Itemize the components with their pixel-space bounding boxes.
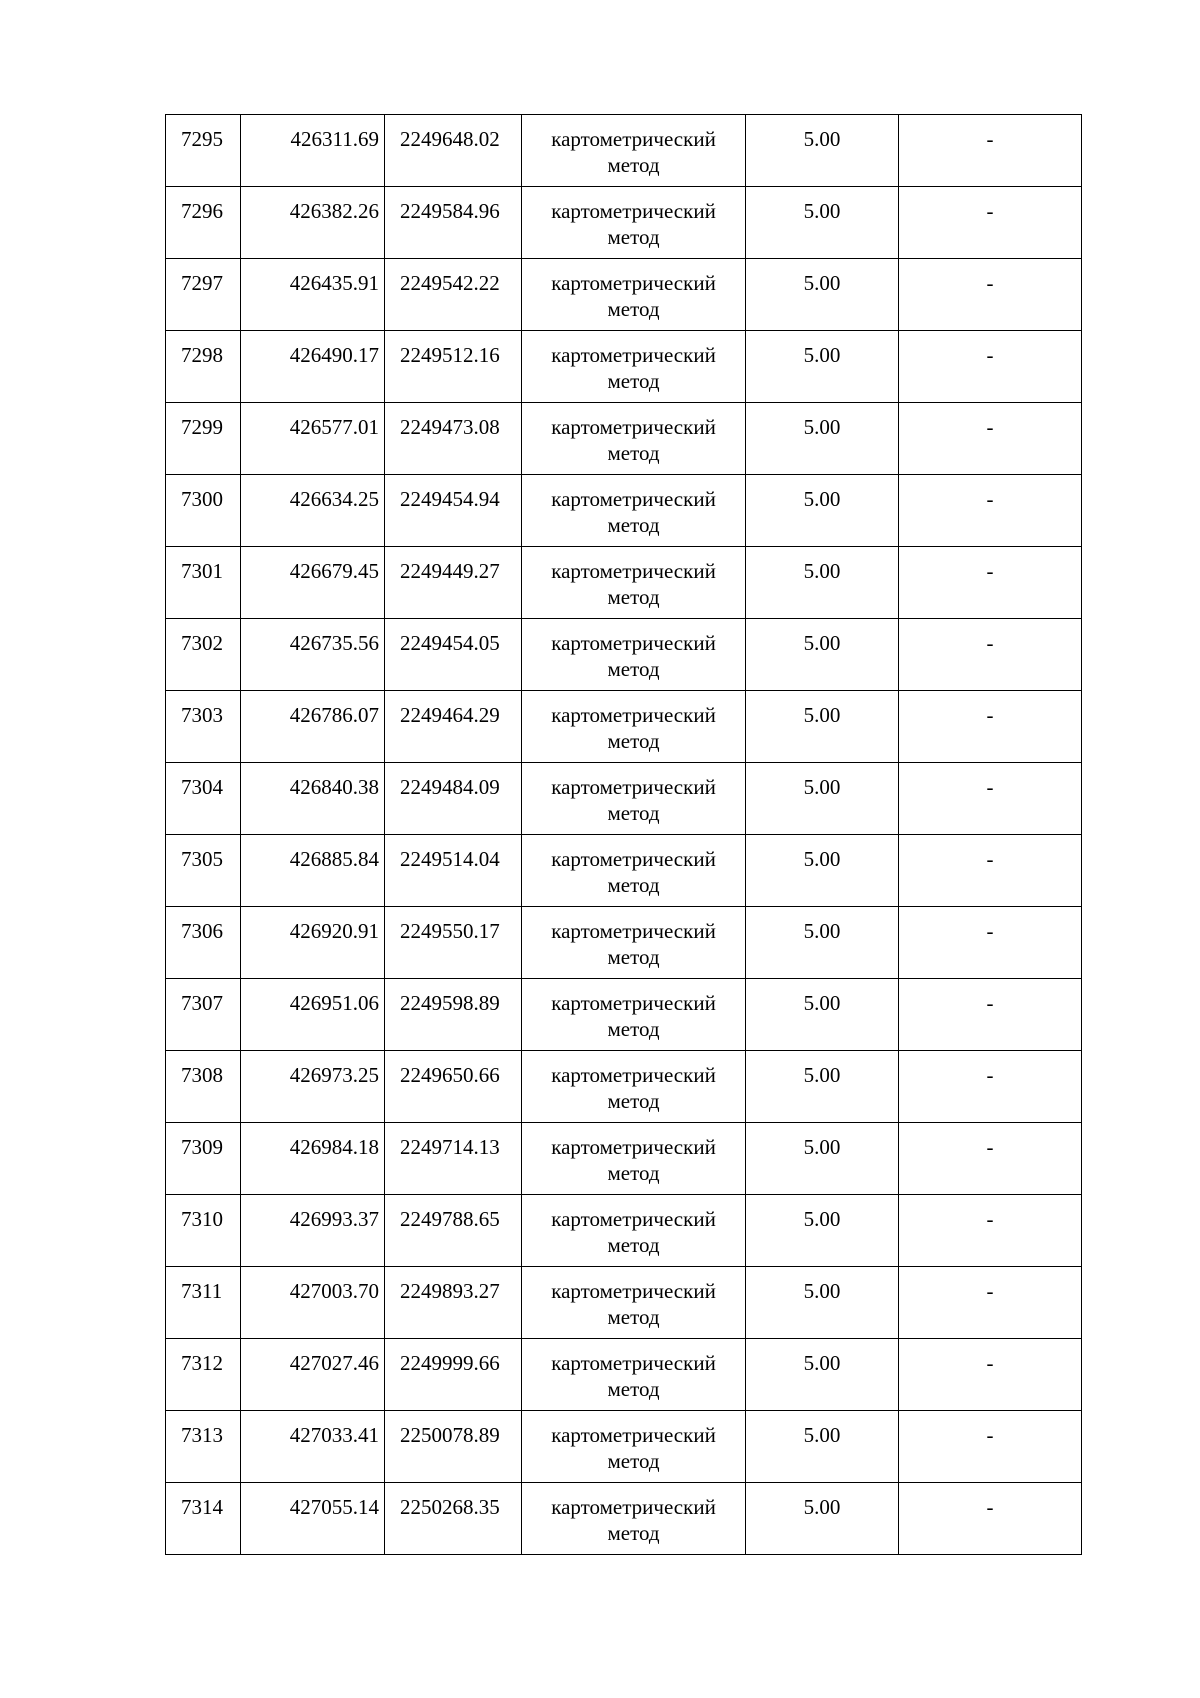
x-coordinate-cell: 426435.91: [241, 259, 385, 331]
description-cell: -: [899, 1051, 1082, 1123]
point-number-cell: 7301: [166, 547, 241, 619]
accuracy-cell: 5.00: [746, 187, 899, 259]
method-cell: [522, 1195, 746, 1267]
point-number-cell: 7312: [166, 1339, 241, 1411]
description-cell: -: [899, 115, 1082, 187]
description-cell: -: [899, 763, 1082, 835]
method-line-1: картометрический: [551, 703, 716, 727]
x-coordinate-cell: 426920.91: [241, 907, 385, 979]
method-line-1: картометрический: [551, 271, 716, 295]
x-coordinate-cell: 426679.45: [241, 547, 385, 619]
x-coordinate-cell: 426885.84: [241, 835, 385, 907]
method-line-1: картометрический: [551, 1063, 716, 1087]
table-row: [166, 907, 1082, 979]
method-line-2: метод: [607, 225, 660, 249]
method-cell: [522, 1339, 746, 1411]
method-line-2: метод: [607, 945, 660, 969]
x-coordinate-cell: 426786.07: [241, 691, 385, 763]
y-coordinate-cell: 2250078.89: [385, 1411, 522, 1483]
x-coordinate-cell: 427003.70: [241, 1267, 385, 1339]
method-cell: [522, 619, 746, 691]
method-line-1: картометрический: [551, 487, 716, 511]
point-number-cell: 7296: [166, 187, 241, 259]
x-coordinate-cell: 426840.38: [241, 763, 385, 835]
method-line-2: метод: [607, 1377, 660, 1401]
accuracy-cell: 5.00: [746, 1339, 899, 1411]
description-cell: -: [899, 331, 1082, 403]
method-line-2: метод: [607, 729, 660, 753]
point-number-cell: 7309: [166, 1123, 241, 1195]
y-coordinate-cell: 2249449.27: [385, 547, 522, 619]
method-cell: [522, 979, 746, 1051]
x-coordinate-cell: 426577.01: [241, 403, 385, 475]
accuracy-cell: 5.00: [746, 259, 899, 331]
y-coordinate-cell: 2249584.96: [385, 187, 522, 259]
table-row: [166, 979, 1082, 1051]
description-cell: -: [899, 979, 1082, 1051]
y-coordinate-cell: 2249473.08: [385, 403, 522, 475]
method-line-2: метод: [607, 153, 660, 177]
table-row: [166, 475, 1082, 547]
method-line-2: метод: [607, 1449, 660, 1473]
accuracy-cell: 5.00: [746, 1483, 899, 1555]
method-line-2: метод: [607, 585, 660, 609]
method-line-1: картометрический: [551, 847, 716, 871]
table-row: [166, 1411, 1082, 1483]
method-line-2: метод: [607, 441, 660, 465]
table-row: [166, 1051, 1082, 1123]
point-number-cell: 7306: [166, 907, 241, 979]
point-number-cell: 7295: [166, 115, 241, 187]
method-line-1: картометрический: [551, 1207, 716, 1231]
point-number-cell: 7311: [166, 1267, 241, 1339]
method-line-2: метод: [607, 513, 660, 537]
y-coordinate-cell: 2249454.94: [385, 475, 522, 547]
point-number-cell: 7298: [166, 331, 241, 403]
y-coordinate-cell: 2249484.09: [385, 763, 522, 835]
method-line-2: метод: [607, 1017, 660, 1041]
method-line-1: картометрический: [551, 559, 716, 583]
point-number-cell: 7297: [166, 259, 241, 331]
method-cell: [522, 259, 746, 331]
y-coordinate-cell: 2249714.13: [385, 1123, 522, 1195]
method-line-1: картометрический: [551, 343, 716, 367]
point-number-cell: 7303: [166, 691, 241, 763]
method-line-1: картометрический: [551, 1351, 716, 1375]
table-row: [166, 1483, 1082, 1555]
method-line-1: картометрический: [551, 415, 716, 439]
accuracy-cell: 5.00: [746, 331, 899, 403]
method-line-1: картометрический: [551, 919, 716, 943]
method-line-2: метод: [607, 297, 660, 321]
point-number-cell: 7300: [166, 475, 241, 547]
y-coordinate-cell: 2249648.02: [385, 115, 522, 187]
y-coordinate-cell: 2249650.66: [385, 1051, 522, 1123]
table-row: [166, 1195, 1082, 1267]
description-cell: -: [899, 1123, 1082, 1195]
coordinates-table-body: [166, 115, 1082, 1555]
table-row: [166, 331, 1082, 403]
method-line-1: картометрический: [551, 1423, 716, 1447]
method-cell: [522, 1267, 746, 1339]
description-cell: -: [899, 1195, 1082, 1267]
x-coordinate-cell: 427033.41: [241, 1411, 385, 1483]
table-row: [166, 619, 1082, 691]
method-cell: [522, 331, 746, 403]
point-number-cell: 7302: [166, 619, 241, 691]
method-line-1: картометрический: [551, 1279, 716, 1303]
x-coordinate-cell: 426984.18: [241, 1123, 385, 1195]
accuracy-cell: 5.00: [746, 115, 899, 187]
accuracy-cell: 5.00: [746, 1051, 899, 1123]
description-cell: -: [899, 547, 1082, 619]
y-coordinate-cell: 2249512.16: [385, 331, 522, 403]
table-row: [166, 763, 1082, 835]
coordinates-table: [165, 114, 1082, 1555]
accuracy-cell: 5.00: [746, 1123, 899, 1195]
accuracy-cell: 5.00: [746, 979, 899, 1051]
accuracy-cell: 5.00: [746, 619, 899, 691]
method-cell: [522, 1483, 746, 1555]
method-cell: [522, 691, 746, 763]
table-row: [166, 835, 1082, 907]
description-cell: -: [899, 403, 1082, 475]
x-coordinate-cell: 427055.14: [241, 1483, 385, 1555]
y-coordinate-cell: 2249788.65: [385, 1195, 522, 1267]
description-cell: -: [899, 1483, 1082, 1555]
description-cell: -: [899, 1411, 1082, 1483]
y-coordinate-cell: 2249464.29: [385, 691, 522, 763]
x-coordinate-cell: 426951.06: [241, 979, 385, 1051]
point-number-cell: 7308: [166, 1051, 241, 1123]
accuracy-cell: 5.00: [746, 1411, 899, 1483]
method-line-1: картометрический: [551, 199, 716, 223]
method-line-2: метод: [607, 1089, 660, 1113]
point-number-cell: 7305: [166, 835, 241, 907]
y-coordinate-cell: 2249542.22: [385, 259, 522, 331]
x-coordinate-cell: 426993.37: [241, 1195, 385, 1267]
method-line-2: метод: [607, 1233, 660, 1257]
x-coordinate-cell: 426311.69: [241, 115, 385, 187]
method-line-1: картометрический: [551, 127, 716, 151]
point-number-cell: 7314: [166, 1483, 241, 1555]
accuracy-cell: 5.00: [746, 763, 899, 835]
accuracy-cell: 5.00: [746, 1267, 899, 1339]
method-line-1: картометрический: [551, 1495, 716, 1519]
table-row: [166, 1123, 1082, 1195]
method-line-1: картометрический: [551, 1135, 716, 1159]
method-line-2: метод: [607, 657, 660, 681]
point-number-cell: 7313: [166, 1411, 241, 1483]
description-cell: -: [899, 1267, 1082, 1339]
accuracy-cell: 5.00: [746, 475, 899, 547]
method-cell: [522, 1123, 746, 1195]
method-line-2: метод: [607, 801, 660, 825]
y-coordinate-cell: 2250268.35: [385, 1483, 522, 1555]
x-coordinate-cell: 426735.56: [241, 619, 385, 691]
description-cell: -: [899, 835, 1082, 907]
table-row: [166, 259, 1082, 331]
accuracy-cell: 5.00: [746, 835, 899, 907]
method-cell: [522, 835, 746, 907]
table-row: [166, 1339, 1082, 1411]
x-coordinate-cell: 426634.25: [241, 475, 385, 547]
x-coordinate-cell: 426973.25: [241, 1051, 385, 1123]
accuracy-cell: 5.00: [746, 403, 899, 475]
y-coordinate-cell: 2249550.17: [385, 907, 522, 979]
y-coordinate-cell: 2249999.66: [385, 1339, 522, 1411]
point-number-cell: 7299: [166, 403, 241, 475]
method-cell: [522, 547, 746, 619]
accuracy-cell: 5.00: [746, 907, 899, 979]
table-row: [166, 691, 1082, 763]
method-line-2: метод: [607, 1521, 660, 1545]
point-number-cell: 7310: [166, 1195, 241, 1267]
x-coordinate-cell: 427027.46: [241, 1339, 385, 1411]
table-row: [166, 547, 1082, 619]
table-row: [166, 403, 1082, 475]
description-cell: -: [899, 619, 1082, 691]
method-cell: [522, 907, 746, 979]
y-coordinate-cell: 2249514.04: [385, 835, 522, 907]
description-cell: -: [899, 259, 1082, 331]
description-cell: -: [899, 475, 1082, 547]
description-cell: -: [899, 907, 1082, 979]
point-number-cell: 7307: [166, 979, 241, 1051]
description-cell: -: [899, 187, 1082, 259]
accuracy-cell: 5.00: [746, 1195, 899, 1267]
table-row: [166, 115, 1082, 187]
method-line-2: метод: [607, 1305, 660, 1329]
description-cell: -: [899, 1339, 1082, 1411]
method-cell: [522, 1411, 746, 1483]
method-cell: [522, 187, 746, 259]
y-coordinate-cell: 2249454.05: [385, 619, 522, 691]
method-cell: [522, 763, 746, 835]
point-number-cell: 7304: [166, 763, 241, 835]
description-cell: -: [899, 691, 1082, 763]
method-line-2: метод: [607, 369, 660, 393]
method-line-1: картометрический: [551, 991, 716, 1015]
x-coordinate-cell: 426382.26: [241, 187, 385, 259]
method-line-2: метод: [607, 1161, 660, 1185]
method-line-2: метод: [607, 873, 660, 897]
table-row: [166, 1267, 1082, 1339]
accuracy-cell: 5.00: [746, 691, 899, 763]
method-line-1: картометрический: [551, 631, 716, 655]
table-row: [166, 187, 1082, 259]
method-line-1: картометрический: [551, 775, 716, 799]
method-cell: [522, 475, 746, 547]
y-coordinate-cell: 2249893.27: [385, 1267, 522, 1339]
y-coordinate-cell: 2249598.89: [385, 979, 522, 1051]
accuracy-cell: 5.00: [746, 547, 899, 619]
x-coordinate-cell: 426490.17: [241, 331, 385, 403]
method-cell: [522, 1051, 746, 1123]
method-cell: [522, 403, 746, 475]
method-cell: [522, 115, 746, 187]
